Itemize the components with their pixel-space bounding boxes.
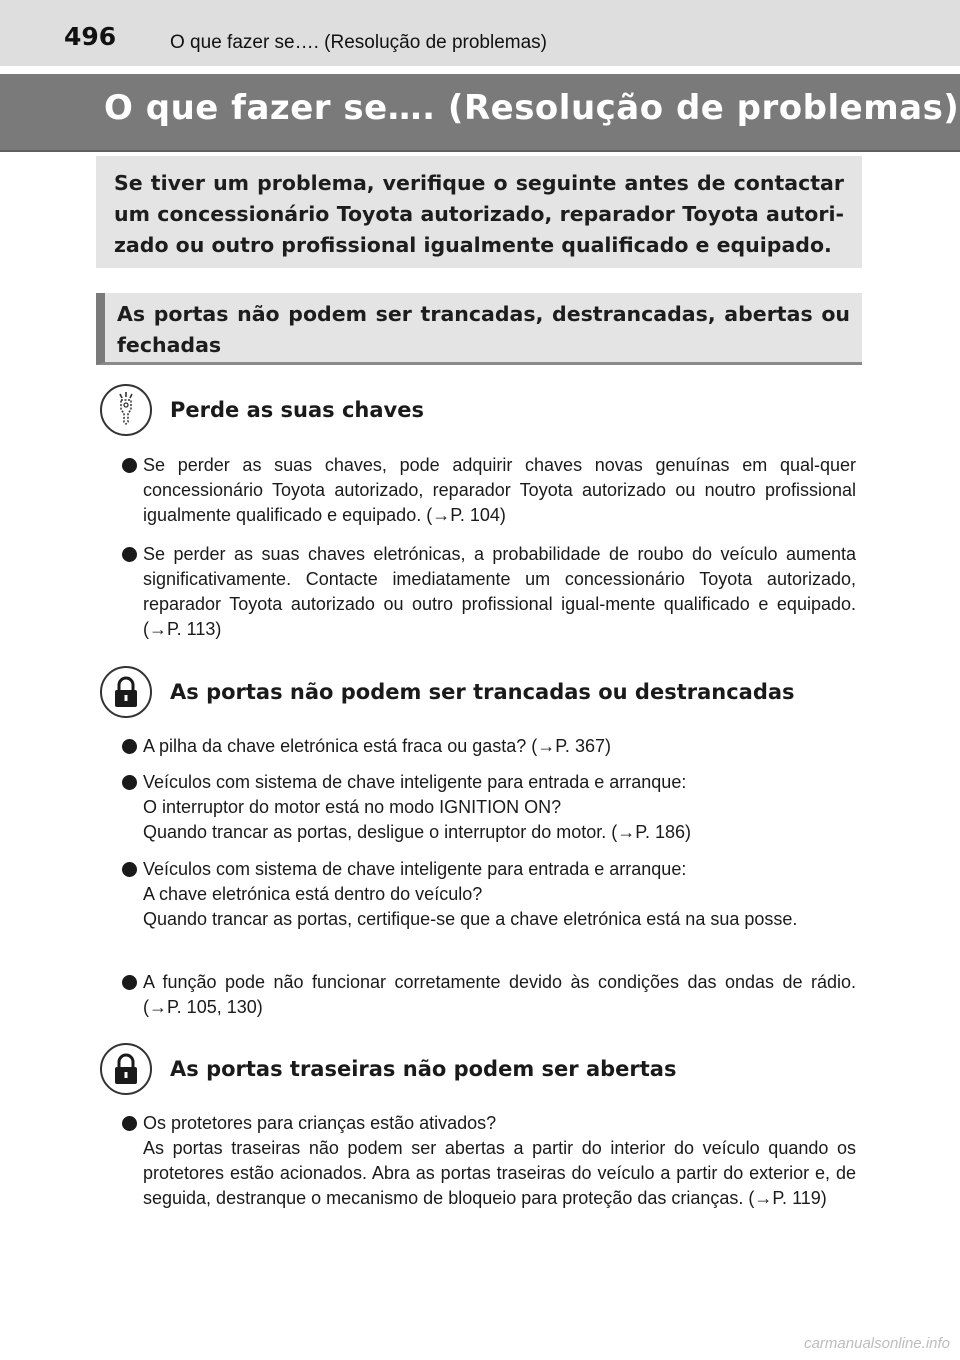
list-item (122, 453, 856, 528)
subheading-title: As portas traseiras não podem ser abertas (170, 1057, 677, 1081)
list-item (122, 857, 856, 932)
bullet (122, 458, 137, 473)
bullet (122, 775, 137, 790)
bullet (122, 1116, 137, 1131)
running-header: O que fazer se…. (Resolução de problemas) (170, 32, 548, 53)
bullet (122, 862, 137, 877)
lock-icon (100, 1043, 152, 1095)
list-item-text: Se perder as suas chaves eletrónicas, a probabilidade de roubo do veículo aumenta significativamente. Contacte imediatamente um concessionário Toyota autorizado, reparador Toyota autorizado ou outro profissional igual-mente qualificado e equipado. (→P. 113) (143, 544, 856, 639)
intro-box (96, 156, 862, 268)
subheading-lost-keys (100, 384, 880, 440)
subheading-cannot-lock (100, 666, 880, 722)
subheading-title: Perde as suas chaves (170, 398, 424, 422)
list-item-text: Veículos com sistema de chave inteligente para entrada e arranque: A chave eletrónica está dentro do veículo? Quando trancar as portas, certifique-se que a chave eletrónica está na sua posse. (143, 859, 798, 929)
list-item (122, 970, 856, 1020)
intro-text: Se tiver um problema, verifique o seguinte antes de contactar um concessionário Toyota autorizado, reparador Toyota autori-zado ou outro profissional igualmente qualificado e equipado. (114, 171, 844, 257)
list-item (122, 542, 856, 642)
bullet (122, 975, 137, 990)
watermark: carmanualsonline.info (804, 1335, 950, 1352)
section-heading: As portas não podem ser trancadas, destrancadas, abertas ou fechadas (117, 302, 850, 357)
page-number: 496 (64, 22, 117, 51)
subheading-rear-doors (100, 1043, 880, 1099)
bullet (122, 547, 137, 562)
list-item (122, 1111, 856, 1211)
list-item (122, 770, 856, 845)
list-item-text: A pilha da chave eletrónica está fraca ou gasta? (→P. 367) (143, 736, 611, 756)
list-item-text: Veículos com sistema de chave inteligente para entrada e arranque: O interruptor do motor está no modo IGNITION ON? Quando trancar as portas, desligue o interruptor do motor. (→P. 186) (143, 772, 691, 842)
key-icon (100, 384, 152, 436)
bullet (122, 739, 137, 754)
section-heading-box (96, 293, 862, 365)
list-item-text: Se perder as suas chaves, pode adquirir chaves novas genuínas em qual-quer concessionário Toyota autorizado, reparador Toyota autorizado ou noutro profissional igualmente qualificado e equipado. (→P. 104) (143, 455, 856, 525)
list-item (122, 734, 856, 759)
list-item-text: A função pode não funcionar corretamente devido às condições das ondas de rádio. (→P. 105, 130) (143, 972, 856, 1017)
list-item-text: Os protetores para crianças estão ativados? As portas traseiras não podem ser abertas a partir do interior do veículo quando os protetores estão acionados. Abra as portas traseiras do veículo a partir do exterior e, de seguida, destranque o mecanismo de bloqueio para proteção das crianças. (→P. 119) (143, 1113, 856, 1208)
subheading-title: As portas não podem ser trancadas ou destrancadas (170, 680, 795, 704)
chapter-title: O que fazer se…. (Resolução de problemas) (104, 88, 960, 128)
lock-icon (100, 666, 152, 718)
chapter-title-bar (0, 74, 960, 152)
